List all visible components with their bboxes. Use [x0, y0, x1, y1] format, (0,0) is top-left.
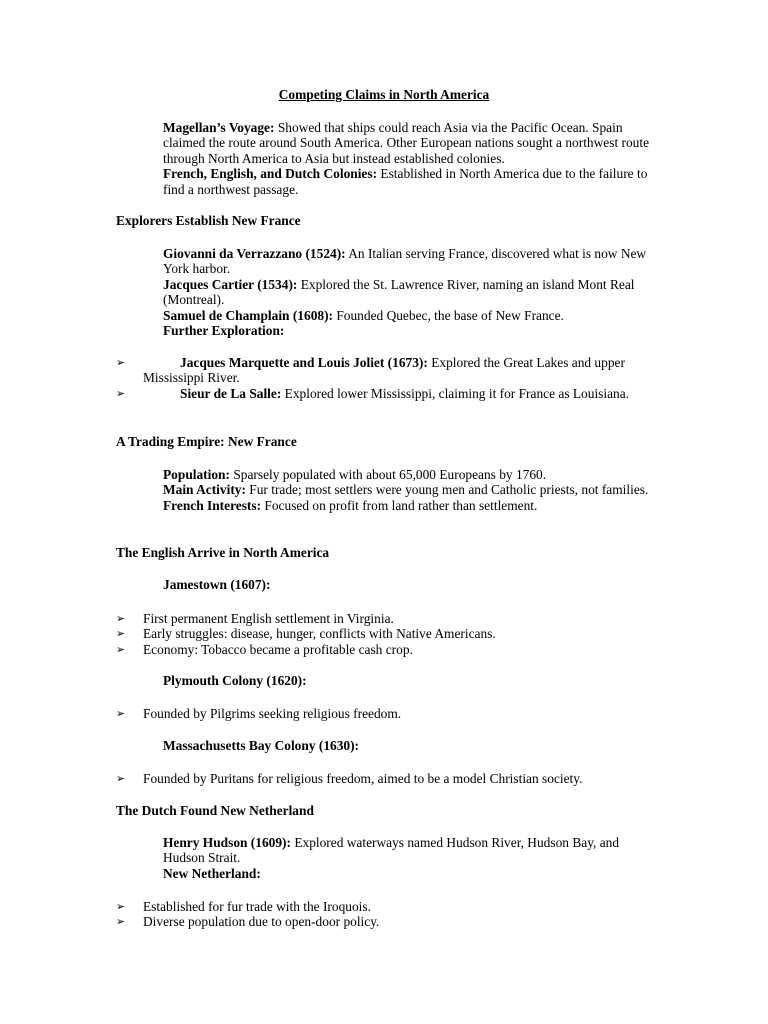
- definition: Explored the Great Lakes and upper Mississippi River.: [143, 355, 625, 386]
- list-item-text: Diverse population due to open-door policy.: [143, 914, 380, 930]
- arrow-bullet-icon: ➢: [116, 627, 126, 641]
- definition: Focused on profit from land rather than settlement.: [261, 497, 538, 513]
- definition: Showed that ships could reach Asia via the Pacific Ocean. Spain claimed the route around South America. Other European nations sought a northwest route through North America to Asia but instead established colonies.: [163, 120, 650, 166]
- section-heading-new-france: Explorers Establish New France: [116, 213, 301, 228]
- section-heading-dutch: The Dutch Found New Netherland: [116, 803, 314, 818]
- list-item: [116, 626, 661, 641]
- definition: Explored waterways named Hudson River, Hudson Bay, and Hudson Strait.: [163, 835, 620, 866]
- arrow-bullet-icon: ➢: [116, 612, 126, 625]
- list-item: [116, 386, 661, 401]
- list-item: [116, 706, 661, 721]
- term: Samuel de Champlain (1608):: [163, 307, 333, 323]
- plymouth-list: [116, 706, 661, 721]
- intro-magellan: [163, 120, 658, 197]
- term: Main Activity:: [163, 482, 246, 498]
- definition: Explored the St. Lawrence River, naming an island Mont Real (Montreal).: [163, 276, 635, 308]
- section-heading-trading-empire: A Trading Empire: New France: [116, 434, 297, 449]
- term: Jamestown (1607):: [163, 577, 271, 592]
- definition: Explored lower Mississippi, claiming it for France as Louisiana.: [281, 385, 630, 401]
- dutch-details: [163, 835, 658, 881]
- term: Further Exploration:: [163, 323, 285, 339]
- definition: Established in North America due to the failure to find a northwest passage.: [163, 166, 648, 197]
- term: Jacques Marquette and Louis Joliet (1673):: [180, 355, 428, 370]
- list-item: [116, 611, 661, 626]
- further-exploration-list: [116, 355, 661, 401]
- arrow-bullet-icon: ➢: [116, 356, 126, 369]
- term: French, English, and Dutch Colonies:: [163, 166, 378, 182]
- massachusetts-label: [163, 738, 658, 753]
- list-item: [116, 899, 661, 914]
- section-heading-english: The English Arrive in North America: [116, 545, 330, 560]
- arrow-bullet-icon: ➢: [116, 915, 126, 929]
- term: New Netherland:: [163, 865, 261, 881]
- plymouth-label: [163, 673, 658, 688]
- term: Jacques Cartier (1534):: [163, 276, 298, 292]
- term: Giovanni da Verrazzano (1524):: [163, 246, 346, 261]
- list-item-text: Economy: Tobacco became a profitable cash crop.: [143, 641, 413, 657]
- new-france-explorers: [163, 246, 658, 338]
- new-netherland-list: [116, 899, 661, 930]
- definition: An Italian serving France, discovered what is now New York harbor.: [163, 246, 647, 277]
- term: Sieur de La Salle:: [180, 385, 282, 401]
- term: Massachusetts Bay Colony (1630):: [163, 738, 360, 753]
- arrow-bullet-icon: ➢: [116, 386, 126, 400]
- list-item-text: Early struggles: disease, hunger, conflicts with Native Americans.: [143, 626, 496, 642]
- list-item-text: Established for fur trade with the Iroquois.: [143, 899, 371, 914]
- list-item: [116, 771, 661, 786]
- arrow-bullet-icon: ➢: [116, 772, 126, 785]
- arrow-bullet-icon: ➢: [116, 707, 126, 720]
- definition: Fur trade; most settlers were young men and Catholic priests, not families.: [245, 482, 649, 498]
- list-item-text: Founded by Pilgrims seeking religious freedom.: [143, 706, 402, 721]
- list-item-text: First permanent English settlement in Virginia.: [143, 611, 394, 626]
- term: Plymouth Colony (1620):: [163, 673, 307, 688]
- term: Population:: [163, 467, 230, 482]
- list-item: [116, 642, 661, 657]
- document-title: Competing Claims in North America: [278, 87, 490, 102]
- term: French Interests:: [163, 497, 262, 513]
- trading-empire-details: [163, 467, 658, 513]
- arrow-bullet-icon: ➢: [116, 642, 126, 656]
- definition: Founded Quebec, the base of New France.: [333, 307, 564, 323]
- term: Magellan’s Voyage:: [163, 120, 275, 135]
- definition: Sparsely populated with about 65,000 Europeans by 1760.: [229, 467, 547, 482]
- list-item: [116, 914, 661, 929]
- jamestown-list: [116, 611, 661, 657]
- massachusetts-list: [116, 771, 661, 786]
- arrow-bullet-icon: ➢: [116, 900, 126, 913]
- term: Henry Hudson (1609):: [163, 835, 291, 850]
- list-item-text: Founded by Puritans for religious freedom, aimed to be a model Christian society.: [143, 771, 583, 786]
- jamestown-label: [163, 577, 658, 592]
- list-item: [116, 355, 661, 386]
